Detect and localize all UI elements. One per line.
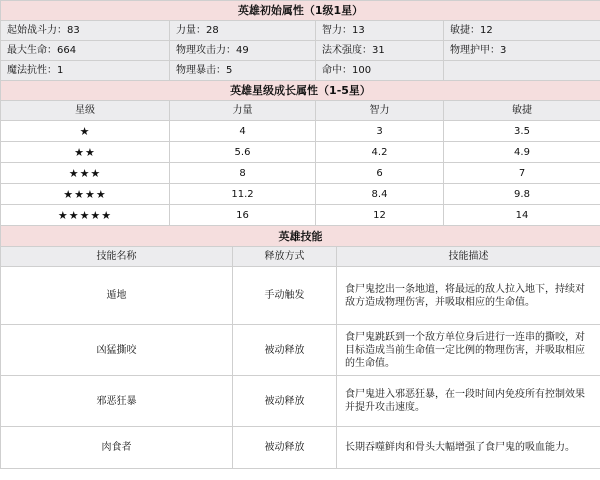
table-row <box>1 205 600 226</box>
stat-cell: 智力：13 <box>316 21 444 41</box>
stat-cell: 法术强度：31 <box>316 41 444 61</box>
agility-value: 9.8 <box>444 184 600 205</box>
star-rating: ★★ <box>1 142 170 163</box>
base-attributes-title: 英雄初始属性（1级1星） <box>1 1 600 21</box>
column-header-skill-name: 技能名称 <box>1 247 233 267</box>
column-header-intelligence: 智力 <box>316 101 444 121</box>
skill-name: 凶猛撕咬 <box>1 325 233 376</box>
table-header-row <box>1 101 600 121</box>
skill-name: 遁地 <box>1 267 233 325</box>
star-rating: ★★★★★ <box>1 205 170 226</box>
strength-value: 5.6 <box>170 142 316 163</box>
skills-table <box>0 225 600 469</box>
table-row <box>1 61 600 81</box>
strength-value: 4 <box>170 121 316 142</box>
table-row <box>1 163 600 184</box>
column-header-star: 星级 <box>1 101 170 121</box>
table-row <box>1 142 600 163</box>
base-attributes-table <box>0 0 600 81</box>
skill-name: 肉食者 <box>1 427 233 469</box>
stat-cell: 命中：100 <box>316 61 444 81</box>
table-row <box>1 325 600 376</box>
intelligence-value: 12 <box>316 205 444 226</box>
stat-cell: 物理护甲：3 <box>444 41 600 61</box>
skill-description: 食尸鬼进入邪恶狂暴，在一段时间内免疫所有控制效果并提升攻击速度。 <box>337 376 600 427</box>
star-rating: ★ <box>1 121 170 142</box>
stat-cell: 最大生命：664 <box>1 41 170 61</box>
skill-description: 长期吞噬鲜肉和骨头大幅增强了食尸鬼的吸血能力。 <box>337 427 600 469</box>
growth-table <box>0 80 600 226</box>
column-header-agility: 敏捷 <box>444 101 600 121</box>
stat-cell: 力量：28 <box>170 21 316 41</box>
stat-cell: 敏捷：12 <box>444 21 600 41</box>
strength-value: 8 <box>170 163 316 184</box>
skill-name: 邪恶狂暴 <box>1 376 233 427</box>
star-rating: ★★★★ <box>1 184 170 205</box>
table-row <box>1 21 600 41</box>
growth-title: 英雄星级成长属性（1-5星） <box>1 81 600 101</box>
column-header-strength: 力量 <box>170 101 316 121</box>
strength-value: 11.2 <box>170 184 316 205</box>
table-row <box>1 184 600 205</box>
intelligence-value: 6 <box>316 163 444 184</box>
table-row <box>1 376 600 427</box>
agility-value: 4.9 <box>444 142 600 163</box>
table-header-row <box>1 247 600 267</box>
table-row <box>1 41 600 61</box>
stat-cell: 魔法抗性：1 <box>1 61 170 81</box>
skill-description: 食尸鬼挖出一条地道，将最远的敌人拉入地下，持续对敌方造成物理伤害，并吸取相应的生命值。 <box>337 267 600 325</box>
stat-cell: 物理攻击力：49 <box>170 41 316 61</box>
stat-cell: 物理暴击：5 <box>170 61 316 81</box>
skill-cast-mode: 手动触发 <box>233 267 337 325</box>
empty-cell <box>444 61 600 81</box>
star-rating: ★★★ <box>1 163 170 184</box>
table-row <box>1 121 600 142</box>
strength-value: 16 <box>170 205 316 226</box>
column-header-skill-desc: 技能描述 <box>337 247 600 267</box>
intelligence-value: 4.2 <box>316 142 444 163</box>
table-row <box>1 267 600 325</box>
skill-cast-mode: 被动释放 <box>233 325 337 376</box>
skill-cast-mode: 被动释放 <box>233 376 337 427</box>
intelligence-value: 3 <box>316 121 444 142</box>
column-header-cast-mode: 释放方式 <box>233 247 337 267</box>
stat-cell: 起始战斗力：83 <box>1 21 170 41</box>
agility-value: 14 <box>444 205 600 226</box>
table-row <box>1 427 600 469</box>
skills-title: 英雄技能 <box>1 226 600 247</box>
intelligence-value: 8.4 <box>316 184 444 205</box>
agility-value: 3.5 <box>444 121 600 142</box>
skill-description: 食尸鬼跳跃到一个敌方单位身后进行一连串的撕咬，对目标造成当前生命值一定比例的物理伤害，并吸取相应的生命值。 <box>337 325 600 376</box>
agility-value: 7 <box>444 163 600 184</box>
skill-cast-mode: 被动释放 <box>233 427 337 469</box>
